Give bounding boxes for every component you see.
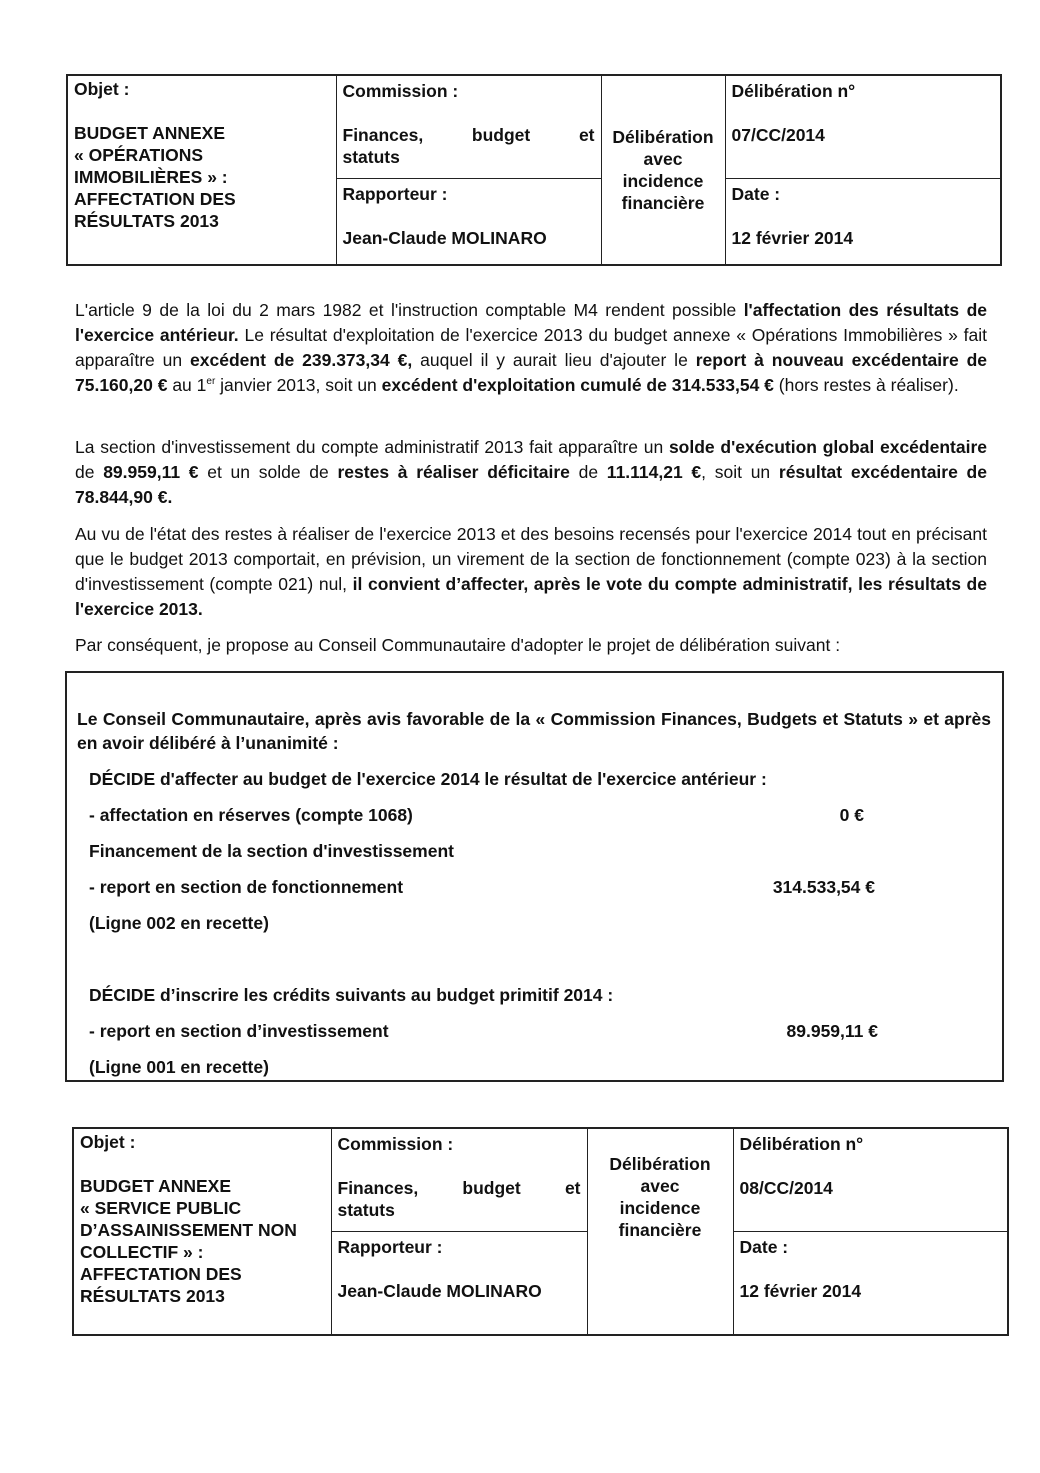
- date-cell: [733, 1231, 1008, 1335]
- numero-label: Délibération n°: [731, 81, 856, 101]
- objet-line: « SERVICE PUBLIC: [80, 1198, 242, 1218]
- type-line: incidence: [622, 171, 704, 191]
- objet-line: RÉSULTATS 2013: [80, 1286, 225, 1306]
- commission-value-line1: Finances, budget et: [342, 125, 595, 145]
- objet-label: Objet :: [80, 1132, 136, 1152]
- type-line: avec: [640, 1176, 680, 1196]
- numero-value: 07/CC/2014: [731, 125, 825, 145]
- line-reserves: - affectation en réserves (compte 1068): [89, 805, 413, 825]
- objet-line: D’ASSAINISSEMENT NON: [80, 1220, 297, 1240]
- objet-line: BUDGET ANNEXE: [80, 1176, 232, 1196]
- numero-cell: [733, 1128, 1008, 1231]
- objet-line: « OPÉRATIONS: [74, 145, 204, 165]
- line-002: (Ligne 002 en recette): [89, 913, 269, 933]
- decide-keyword: DÉCIDE: [89, 985, 156, 1005]
- objet-line: RÉSULTATS 2013: [74, 211, 219, 231]
- commission-value-line1: Finances, budget et: [337, 1178, 581, 1198]
- type-line: incidence: [619, 1198, 701, 1218]
- rapporteur-name: Jean-Claude MOLINARO: [342, 227, 547, 248]
- decide-affecter: DÉCIDE d'affecter au budget de l'exercice 2014 le résultat de l'exercice antérieur :: [89, 769, 767, 789]
- decision-box: [65, 671, 1004, 1082]
- rapporteur-label: Rapporteur :: [337, 1236, 443, 1257]
- date-value: 12 février 2014: [731, 227, 854, 248]
- line-fonctionnement: - report en section de fonctionnement: [89, 877, 404, 897]
- objet-cell: [67, 75, 336, 265]
- decide-keyword: DÉCIDE: [89, 769, 156, 789]
- paragraph-article-9: L'article 9 de la loi du 2 mars 1982 et l'instruction comptable M4 rendent possible l'affectation des résultats de l'exercice antérieur. Le résultat d'exploitation de l'exercice 2013 du budget annexe « Opérations Immobilières » fait apparaître un excédent de 239.373,34 €, auquel il y aurait lieu d'ajouter le report à nouveau excédentaire de 75.160,20 € au 1er janvier 2013, soit un excédent d'exploitation cumulé de 314.533,54 € (hors restes à réaliser).: [75, 300, 987, 395]
- objet-line: AFFECTATION DES: [74, 189, 236, 209]
- paragraph-proposition: Par conséquent, je propose au Conseil Communautaire d'adopter le projet de délibération suivant :: [75, 635, 841, 655]
- rapporteur-cell: [336, 178, 601, 265]
- paragraph-investissement: La section d'investissement du compte administratif 2013 fait apparaître un solde d'exécution global excédentaire de 89.959,11 € et un solde de restes à réaliser déficitaire de 11.114,21 €, soit un résultat excédentaire de 78.844,90 €.: [75, 437, 987, 507]
- deliberation-type-cell: [587, 1128, 733, 1335]
- decide-inscrire: DÉCIDE d’inscrire les crédits suivants au budget primitif 2014 :: [89, 985, 614, 1005]
- commission-cell: [336, 75, 601, 178]
- rapporteur-name: Jean-Claude MOLINARO: [337, 1280, 542, 1301]
- commission-value-line2: statuts: [337, 1200, 395, 1220]
- type-line: Délibération: [609, 1154, 711, 1174]
- date-cell: [725, 178, 1001, 265]
- paragraph-restes-a-realiser: Au vu de l'état des restes à réaliser de l'exercice 2013 et des besoins recensés pour l'exercice 2014 tout en précisant que le budget 2013 comportait, en prévision, un virement de la section de fonctionnement (compte 023) à la section d'investissement (compte 021) nul, il convient d’affecter, après le vote du compte administratif, les résultats de l'exercice 2013.: [75, 524, 987, 619]
- commission-cell: [331, 1128, 587, 1231]
- line-financement: Financement de la section d'investissement: [89, 841, 454, 861]
- date-label: Date :: [731, 183, 781, 204]
- date-label: Date :: [739, 1236, 789, 1257]
- date-value: 12 février 2014: [739, 1280, 862, 1301]
- amount-reserves: 0 €: [839, 805, 864, 825]
- type-line: avec: [643, 149, 683, 169]
- decision-intro: Le Conseil Communautaire, après avis favorable de la « Commission Finances, Budgets et Statuts » et après en avoir délibéré à l’unanimité :: [77, 709, 991, 753]
- type-line: Délibération: [612, 127, 714, 147]
- deliberation-header-table-2: [72, 1127, 1009, 1336]
- commission-label: Commission :: [337, 1134, 454, 1154]
- rapporteur-label: Rapporteur :: [342, 183, 448, 204]
- type-line: financière: [618, 1220, 702, 1240]
- numero-label: Délibération n°: [739, 1134, 864, 1154]
- objet-line: BUDGET ANNEXE: [74, 123, 226, 143]
- amount-investissement: 89.959,11 €: [786, 1021, 878, 1041]
- objet-line: COLLECTIF » :: [80, 1242, 204, 1262]
- rapporteur-cell: [331, 1231, 587, 1335]
- commission-label: Commission :: [342, 81, 459, 101]
- line-investissement: - report en section d’investissement: [89, 1021, 389, 1041]
- objet-line: AFFECTATION DES: [80, 1264, 242, 1284]
- objet-label: Objet :: [74, 79, 130, 99]
- type-line: financière: [621, 193, 705, 213]
- objet-cell: [73, 1128, 331, 1335]
- objet-line: IMMOBILIÈRES » :: [74, 167, 228, 187]
- line-001: (Ligne 001 en recette): [89, 1057, 269, 1077]
- deliberation-type-cell: [601, 75, 725, 265]
- numero-value: 08/CC/2014: [739, 1178, 833, 1198]
- deliberation-header-table-1: [66, 74, 1002, 266]
- amount-fonctionnement: 314.533,54 €: [772, 877, 875, 897]
- commission-value-line2: statuts: [342, 147, 400, 167]
- numero-cell: [725, 75, 1001, 178]
